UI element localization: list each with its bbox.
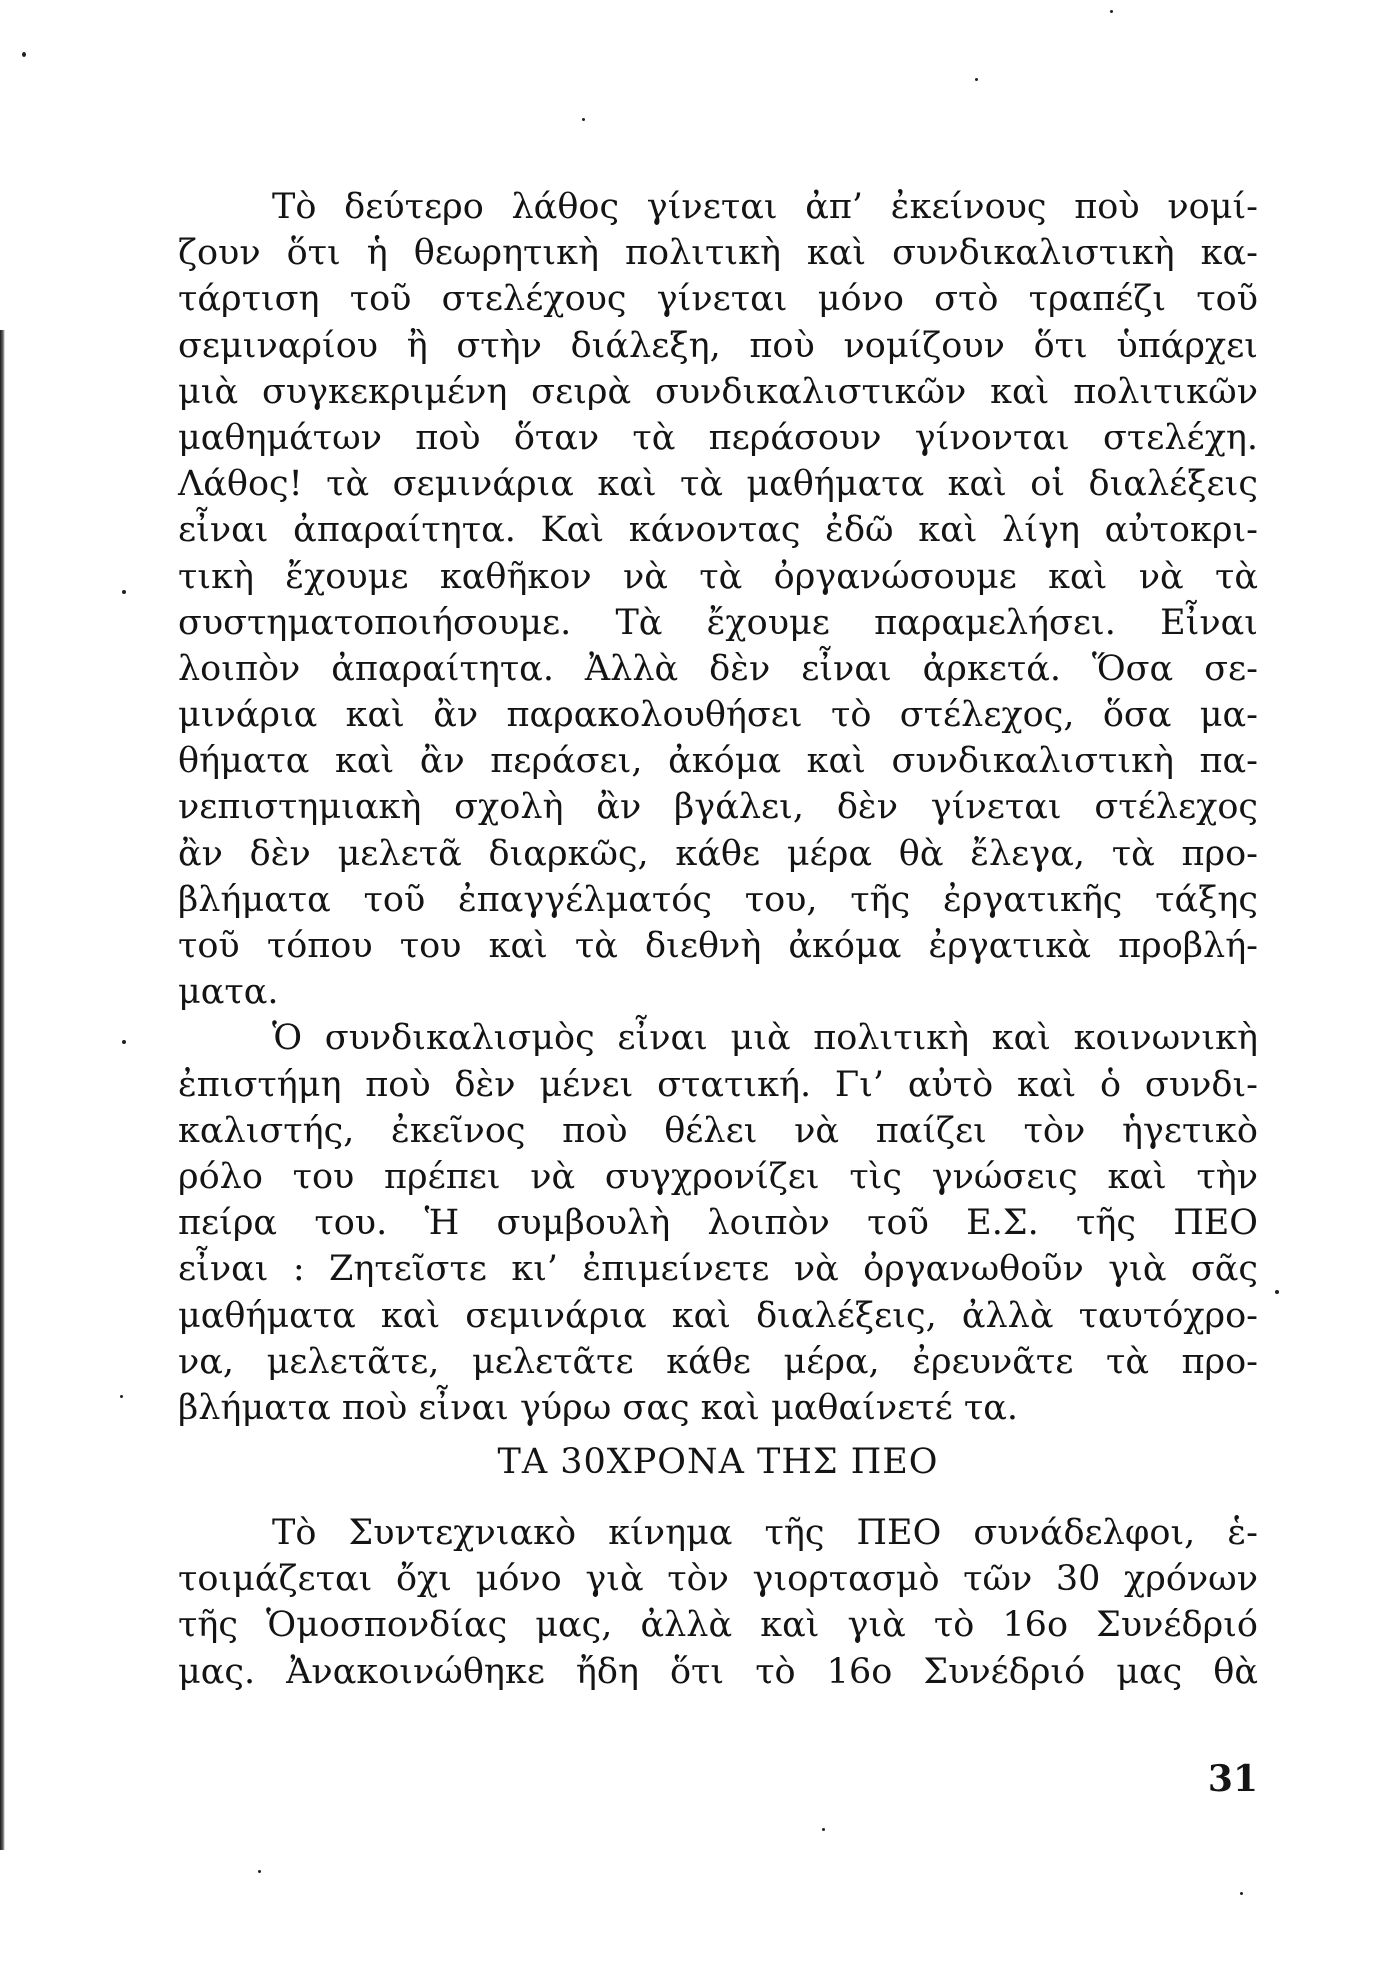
text-line: Λάθος! τὰ σεμινάρια καὶ τὰ μαθήματα καὶ οἱ διαλέξεις	[178, 464, 1258, 505]
text-line: ζουν ὅτι ἡ θεωρητικὴ πολιτικὴ καὶ συνδικαλιστικὴ κα-	[178, 233, 1258, 274]
scan-speck	[258, 1870, 261, 1873]
text-line: καλιστής, ἐκεῖνος ποὺ θέλει νὰ παίζει τὸν ἡγετικὸ	[178, 1110, 1258, 1151]
text-line: τοῦ τόπου του καὶ τὰ διεθνὴ ἀκόμα ἐργατικὰ προβλή-	[178, 926, 1258, 966]
text-line: Τὸ Συντεχνιακὸ κίνημα τῆς ΠΕΟ συνάδελφοι, ἑ-	[272, 1513, 1258, 1553]
scan-edge-shadow	[0, 330, 5, 1850]
text-line: Τὸ δεύτερο λάθος γίνεται ἀπ’ ἐκείνους ποὺ νομί-	[272, 187, 1258, 227]
text-line: νεπιστημιακὴ σχολὴ ἂν βγάλει, δὲν γίνεται στέλεχος	[178, 787, 1258, 828]
page-number: 31	[1207, 1758, 1258, 1800]
scan-speck	[975, 78, 978, 81]
scan-speck	[122, 590, 126, 594]
text-line: βλήματα τοῦ ἐπαγγέλματός του, τῆς ἐργατικῆς τάξης	[178, 879, 1258, 920]
scan-speck	[822, 1828, 825, 1831]
text-line: ἐπιστήμη ποὺ δὲν μένει στατική. Γι’ αὐτὸ καὶ ὁ συνδι-	[178, 1064, 1258, 1105]
scan-speck	[1110, 10, 1113, 13]
scan-speck	[582, 118, 585, 121]
scan-speck	[1240, 1892, 1243, 1895]
text-line: μινάρια καὶ ἂν παρακολουθήσει τὸ στέλεχος, ὅσα μα-	[178, 695, 1258, 736]
text-line: εἶναι : Ζητεῖστε κι’ ἐπιμείνετε νὰ ὀργανωθοῦν γιὰ σᾶς	[178, 1249, 1258, 1290]
section-body-text	[178, 1510, 1258, 1695]
text-line: ματα.	[178, 972, 279, 1013]
body-text	[178, 184, 1258, 1431]
section-heading: ΤΑ 30ΧΡΟΝΑ ΤΗΣ ΠΕΟ	[497, 1442, 939, 1482]
text-line: συστηματοποιήσουμε. Τὰ ἔχουμε παραμελήσει. Εἶναι	[178, 602, 1258, 643]
text-line: τοιμάζεται ὄχι μόνο γιὰ τὸν γιορτασμὸ τῶν 30 χρόνων	[178, 1559, 1258, 1600]
text-line: σεμιναρίου ἢ στὴν διάλεξη, ποὺ νομίζουν ὅτι ὑπάρχει	[178, 325, 1258, 366]
scan-speck	[22, 52, 26, 57]
text-line: τάρτιση τοῦ στελέχους γίνεται μόνο στὸ τραπέζι τοῦ	[178, 279, 1258, 320]
text-line: τικὴ ἔχουμε καθῆκον νὰ τὰ ὀργανώσουμε καὶ νὰ τὰ	[178, 556, 1258, 597]
scan-speck	[1275, 1290, 1279, 1294]
text-line: πείρα του. Ἡ συμβουλὴ λοιπὸν τοῦ Ε.Σ. τῆς ΠΕΟ	[178, 1203, 1258, 1244]
text-line: θήματα καὶ ἂν περάσει, ἀκόμα καὶ συνδικαλιστικὴ πα-	[178, 741, 1258, 782]
text-line: λοιπὸν ἀπαραίτητα. Ἀλλὰ δὲν εἶναι ἀρκετά. Ὅσα σε-	[178, 648, 1258, 689]
text-line: μαθήματα καὶ σεμινάρια καὶ διαλέξεις, ἀλλὰ ταυτόχρο-	[178, 1295, 1258, 1336]
text-line: εἶναι ἀπαραίτητα. Καὶ κάνοντας ἐδῶ καὶ λίγη αὐτοκρι-	[178, 510, 1258, 551]
text-line: βλήματα ποὺ εἶναι γύρω σας καὶ μαθαίνετέ τα.	[178, 1387, 1018, 1428]
text-line: ρόλο του πρέπει νὰ συγχρονίζει τὶς γνώσεις καὶ τὴν	[178, 1156, 1258, 1197]
text-line: ἂν δὲν μελετᾶ διαρκῶς, κάθε μέρα θὰ ἔλεγα, τὰ προ-	[178, 833, 1258, 874]
text-line: Ὁ συνδικαλισμὸς εἶναι μιὰ πολιτικὴ καὶ κοινωνικὴ	[272, 1018, 1258, 1059]
text-line: τῆς Ὁμοσπονδίας μας, ἀλλὰ καὶ γιὰ τὸ 16ο Συνέδριό	[178, 1605, 1258, 1646]
text-line: να, μελετᾶτε, μελετᾶτε κάθε μέρα, ἐρευνᾶτε τὰ προ-	[178, 1341, 1258, 1382]
text-line: μαθημάτων ποὺ ὅταν τὰ περάσουν γίνονται στελέχη.	[178, 417, 1258, 458]
text-line: μιὰ συγκεκριμένη σειρὰ συνδικαλιστικῶν καὶ πολιτικῶν	[178, 371, 1258, 412]
text-line: μας. Ἀνακοινώθηκε ἤδη ὅτι τὸ 16ο Συνέδριό μας θὰ	[178, 1651, 1258, 1692]
scan-speck	[120, 1395, 123, 1398]
scan-speck	[122, 1040, 126, 1044]
